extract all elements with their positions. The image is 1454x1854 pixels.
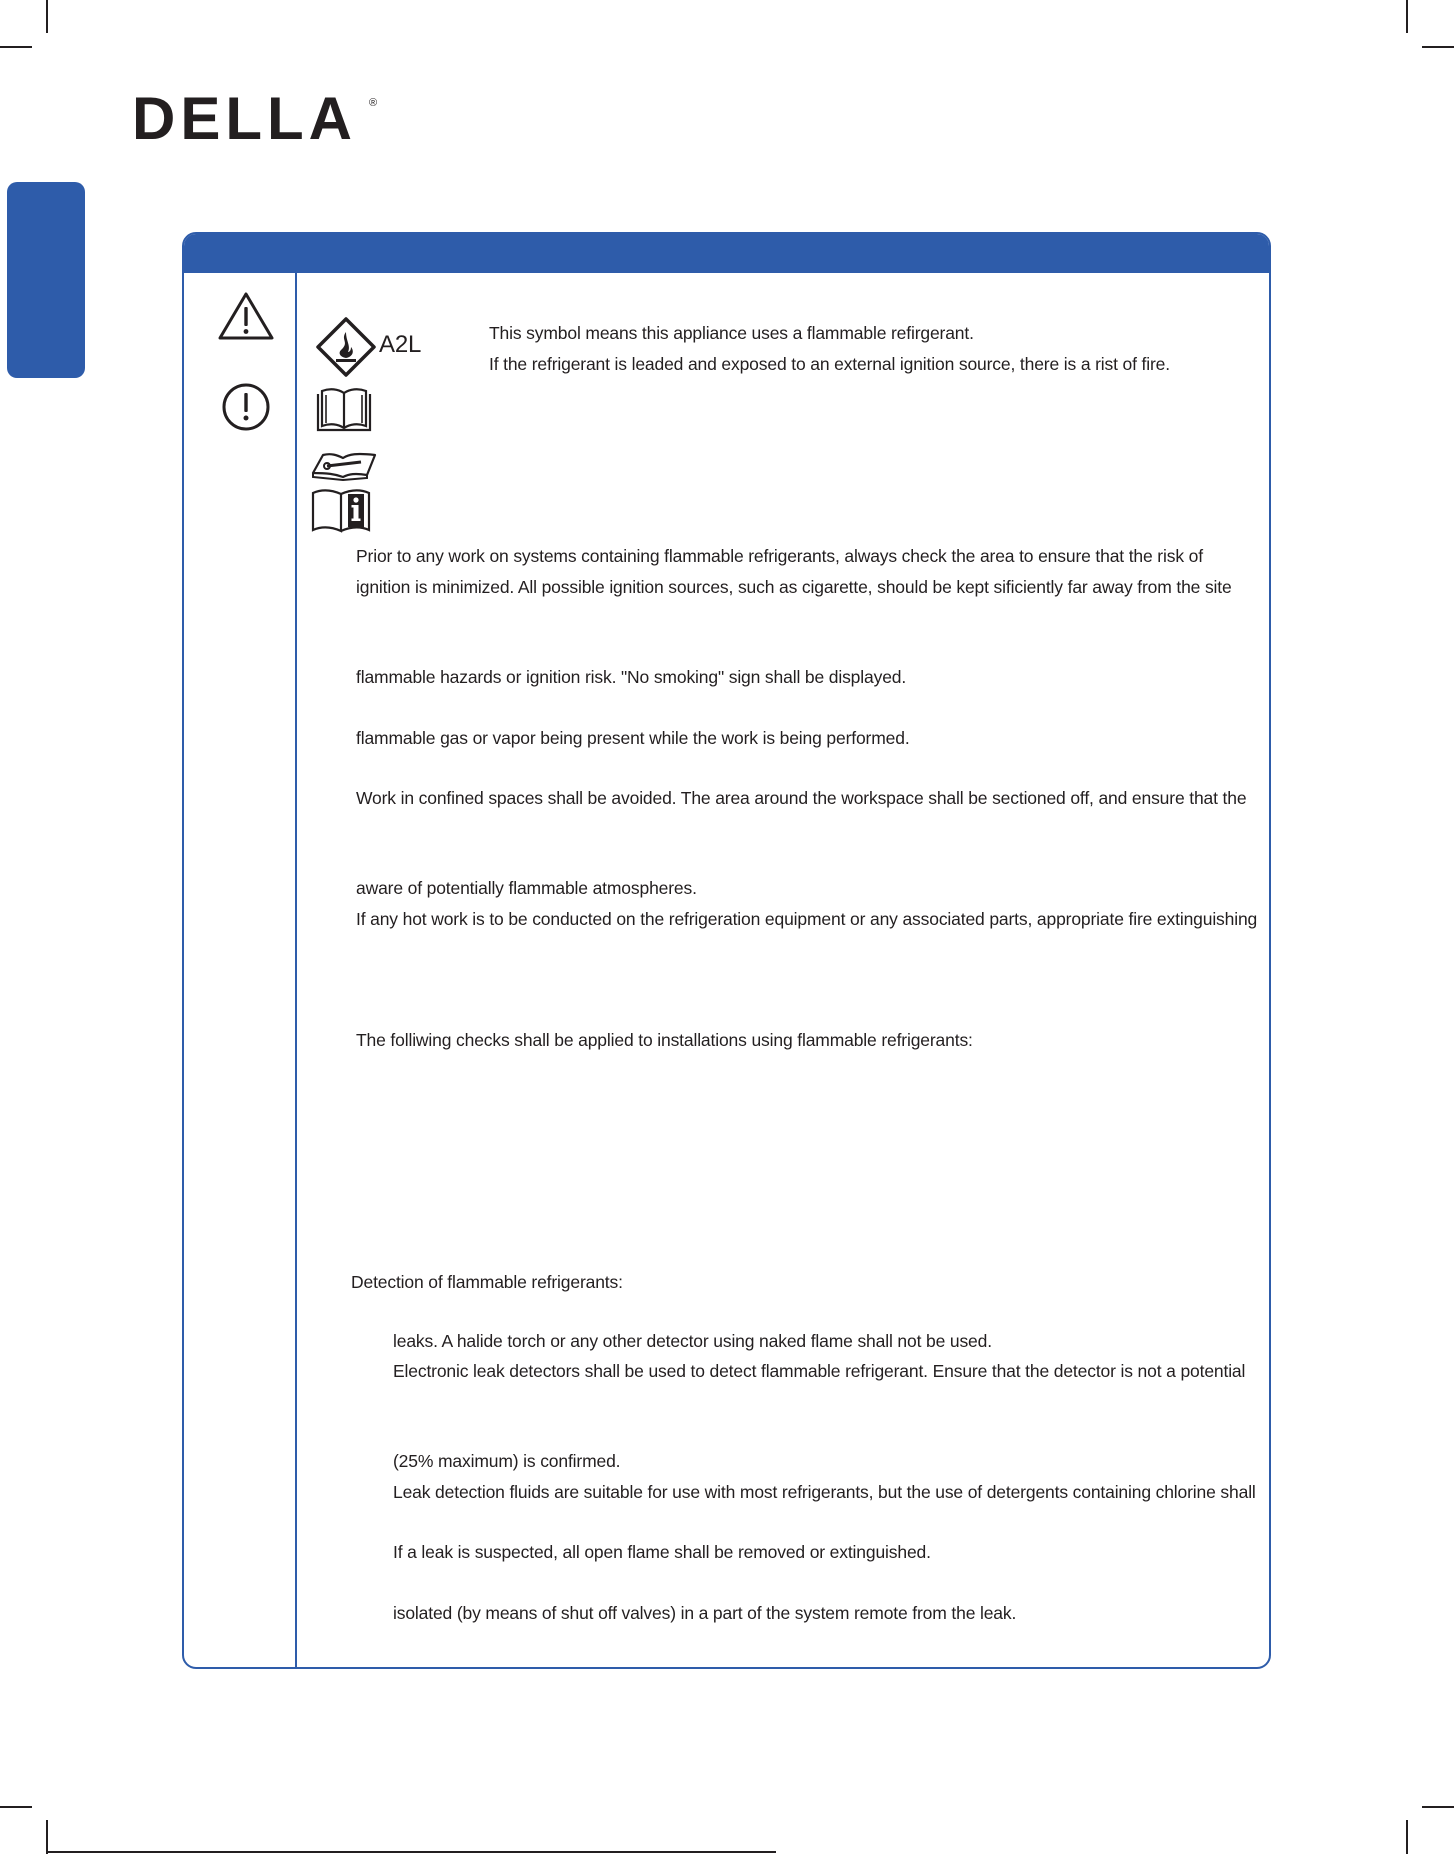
symbol-text-line-2: If the refrigerant is leaded and exposed to an external ignition source, there is a rist of fire. xyxy=(489,354,1170,374)
svg-text:DELLA: DELLA xyxy=(132,90,357,146)
symbol-text-line-1: This symbol means this appliance uses a flammable refirgerant. xyxy=(489,323,974,343)
confined-spaces-line: Work in confined spaces shall be avoided. The area around the workspace shall be sectioned off, and ensure that the xyxy=(356,788,1247,808)
bottom-rule xyxy=(46,1851,776,1853)
crop-mark xyxy=(46,1820,48,1854)
svg-text:®: ® xyxy=(369,97,378,109)
della-logo-graphic xyxy=(132,90,392,146)
crop-mark xyxy=(0,1806,32,1808)
column-divider xyxy=(295,273,297,1667)
prior-work-line-2: ignition is minimized. All possible ignition sources, such as cigarette, should be kept sificiently far away from the site xyxy=(356,577,1232,597)
box-header-bar xyxy=(184,234,1269,273)
leak-fluids-line: Leak detection fluids are suitable for use with most refrigerants, but the use of detergents containing chlorine shall xyxy=(393,1482,1256,1502)
detection-heading: Detection of flammable refrigerants: xyxy=(351,1272,623,1292)
isolated-line: isolated (by means of shut off valves) in a part of the system remote from the leak. xyxy=(393,1603,1017,1623)
refrigerant-class-label: A2L xyxy=(379,331,422,358)
hot-work-line: If any hot work is to be conducted on the refrigeration equipment or any associated parts, appropriate fire extinguishing xyxy=(356,909,1258,929)
crop-mark xyxy=(1422,1806,1454,1808)
aware-line: aware of potentially flammable atmospheres. xyxy=(356,878,697,898)
exclamation-circle-icon xyxy=(220,381,272,433)
electronic-detector-line: Electronic leak detectors shall be used to detect flammable refrigerant. Ensure that the detector is not a potential xyxy=(393,1361,1246,1381)
operator-manual-icon xyxy=(314,385,374,435)
crop-mark xyxy=(0,46,32,48)
gas-vapor-line: flammable gas or vapor being present while the work is being performed. xyxy=(356,728,910,748)
hazards-line: flammable hazards or ignition risk. "No smoking" sign shall be displayed. xyxy=(356,667,907,687)
crop-mark xyxy=(1406,0,1408,33)
language-side-tab xyxy=(7,182,85,378)
della-logo xyxy=(132,90,392,151)
prior-work-line-1: Prior to any work on systems containing flammable refrigerants, always check the area to ensure that the risk of xyxy=(356,546,1203,566)
flammable-diamond-icon xyxy=(315,316,377,378)
checks-line: The folliwing checks shall be applied to installations using flammable refrigerants: xyxy=(356,1030,973,1050)
warning-content-box xyxy=(182,232,1271,1669)
info-manual-icon xyxy=(310,487,376,533)
service-manual-icon xyxy=(309,449,379,481)
crop-mark xyxy=(46,0,48,33)
leak-suspected-line: If a leak is suspected, all open flame shall be removed or extinguished. xyxy=(393,1542,931,1562)
halide-torch-line: leaks. A halide torch or any other detector using naked flame shall not be used. xyxy=(393,1331,992,1351)
warning-triangle-icon xyxy=(217,290,275,342)
crop-mark xyxy=(1406,1820,1408,1854)
maximum-line: (25% maximum) is confirmed. xyxy=(393,1451,621,1471)
crop-mark xyxy=(1422,46,1454,48)
